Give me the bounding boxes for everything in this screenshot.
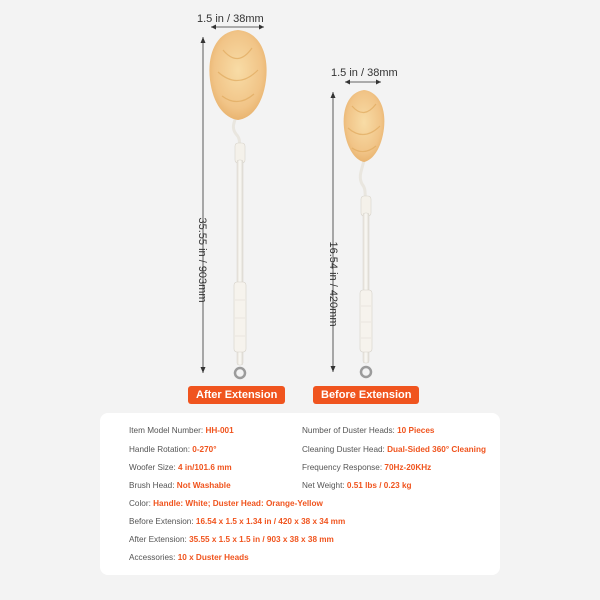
spec-accessories-value: 10 x Duster Heads [177,553,249,562]
spec-after [129,535,334,544]
spec-cleaning-label: Cleaning Duster Head: [302,445,385,454]
spec-rotation [129,445,217,454]
spec-color-label: Color: [129,499,151,508]
spec-brush [129,481,231,490]
spec-cleaning-value: Dual-Sided 360° Cleaning [387,445,486,454]
long-duster-width-label: 1.5 in / 38mm [197,13,264,25]
short-duster-width-dimension [345,80,381,85]
spec-before [129,517,345,526]
spec-model [129,426,234,435]
spec-weight-value: 0.51 lbs / 0.23 kg [346,481,412,490]
spec-model-value: HH-001 [205,426,234,435]
spec-table [100,413,500,575]
spec-color [129,499,323,508]
spec-accessories-label: Accessories: [129,553,176,562]
spec-after-label: After Extension: [129,535,187,544]
spec-cleaning [302,445,486,454]
spec-weight [302,481,412,490]
spec-rotation-value: 0-270° [192,445,217,454]
spec-heads [302,426,434,435]
short-duster-width-label: 1.5 in / 38mm [331,67,398,79]
long-duster-height-label: 35.55 in / 903mm [196,217,208,303]
spec-before-label: Before Extension: [129,517,194,526]
long-duster-width-dimension [211,25,264,30]
short-duster [344,90,385,377]
spec-woofer-value: 4 in/101.6 mm [178,463,232,472]
spec-weight-label: Net Weight: [302,481,345,490]
spec-after-value: 35.55 x 1.5 x 1.5 in / 903 x 38 x 38 mm [189,535,334,544]
short-duster-height-label: 16.54 in / 420mm [327,241,339,327]
spec-brush-value: Not Washable [176,481,231,490]
spec-frequency-label: Frequency Response: [302,463,383,472]
spec-model-label: Item Model Number: [129,426,204,435]
spec-heads-value: 10 Pieces [397,426,435,435]
long-duster [209,30,266,378]
spec-woofer [129,463,232,472]
spec-before-value: 16.54 x 1.5 x 1.34 in / 420 x 38 x 34 mm [195,517,346,526]
spec-rotation-label: Handle Rotation: [129,445,190,454]
spec-accessories [129,553,249,562]
spec-frequency [302,463,431,472]
spec-frequency-value: 70Hz-20KHz [384,463,432,472]
before-extension-badge: Before Extension [313,386,419,404]
after-extension-badge: After Extension [188,386,285,404]
spec-color-value: Handle: White; Duster Head: Orange-Yellow [153,499,323,508]
spec-heads-label: Number of Duster Heads: [302,426,395,435]
spec-brush-label: Brush Head: [129,481,175,490]
spec-woofer-label: Woofer Size: [129,463,176,472]
